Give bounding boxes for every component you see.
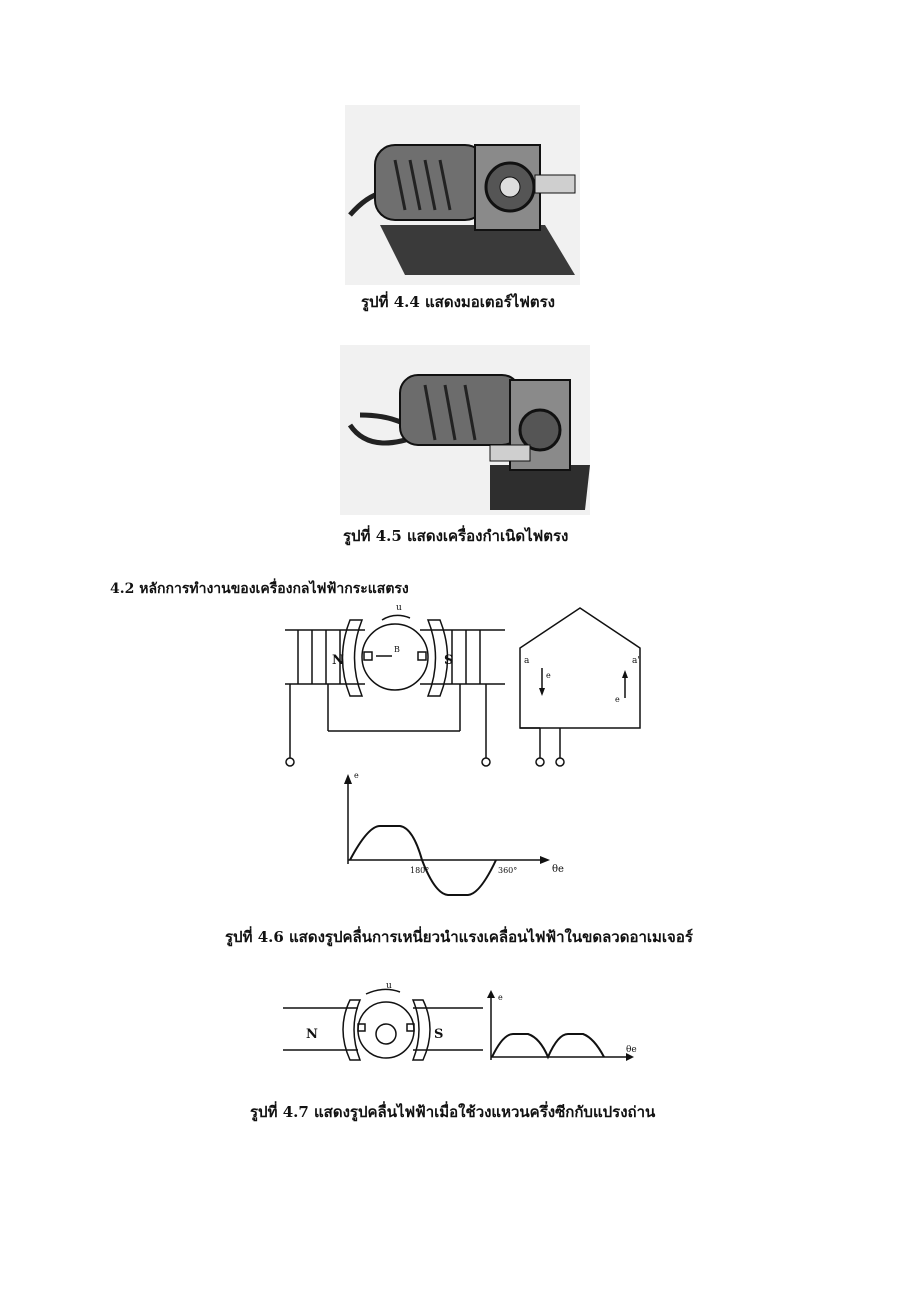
dc-motor-image [345, 105, 580, 285]
emf-left-label: e [546, 671, 551, 680]
tick-360-label: 360° [498, 866, 518, 875]
figure-4-5-caption: รูปที่ 4.5 แสดงเครื่องกำเนิดไฟตรง [343, 527, 569, 545]
figure-4-7-diagram [278, 972, 648, 1072]
section-heading: 4.2 หลักการทำงานของเครื่องกลไฟฟ้ากระแสตรง [110, 581, 409, 597]
emf-right-label: e [615, 695, 620, 704]
north-pole-label: N [306, 1027, 318, 1042]
figure-4-7-caption: รูปที่ 4.7 แสดงรูปคลื่นไฟฟ้าเมื่อใช้วงแหวนครึ่งซีกกับแปรงถ่าน [250, 1103, 656, 1121]
south-pole-label: S [434, 1027, 444, 1042]
figure-4-6-caption: รูปที่ 4.6 แสดงรูปคลื่นการเหนี่ยวนำแรงเคลื่อนไฟฟ้าในขดลวดอาเมเจอร์ [225, 928, 693, 946]
u-label: u [386, 981, 392, 991]
coil-side-a-label: a [524, 656, 530, 666]
figure-4-4-caption: รูปที่ 4.4 แสดงมอเตอร์ไฟตรง [361, 293, 556, 311]
e-axis-label: e [498, 993, 503, 1002]
south-pole-label: S [444, 653, 454, 668]
u-label: u [396, 603, 402, 613]
dc-generator-image [340, 345, 590, 515]
tick-180-label: 180° [410, 866, 430, 875]
theta-axis-label: θe [552, 864, 564, 875]
north-pole-label: N [332, 653, 344, 668]
b-vector-label: B [394, 645, 400, 654]
theta-axis-label: θe [626, 1045, 637, 1055]
coil-side-a-prime-label: a' [632, 656, 640, 666]
e-axis-label: e [354, 771, 359, 780]
figure-4-6-diagram [250, 598, 670, 908]
